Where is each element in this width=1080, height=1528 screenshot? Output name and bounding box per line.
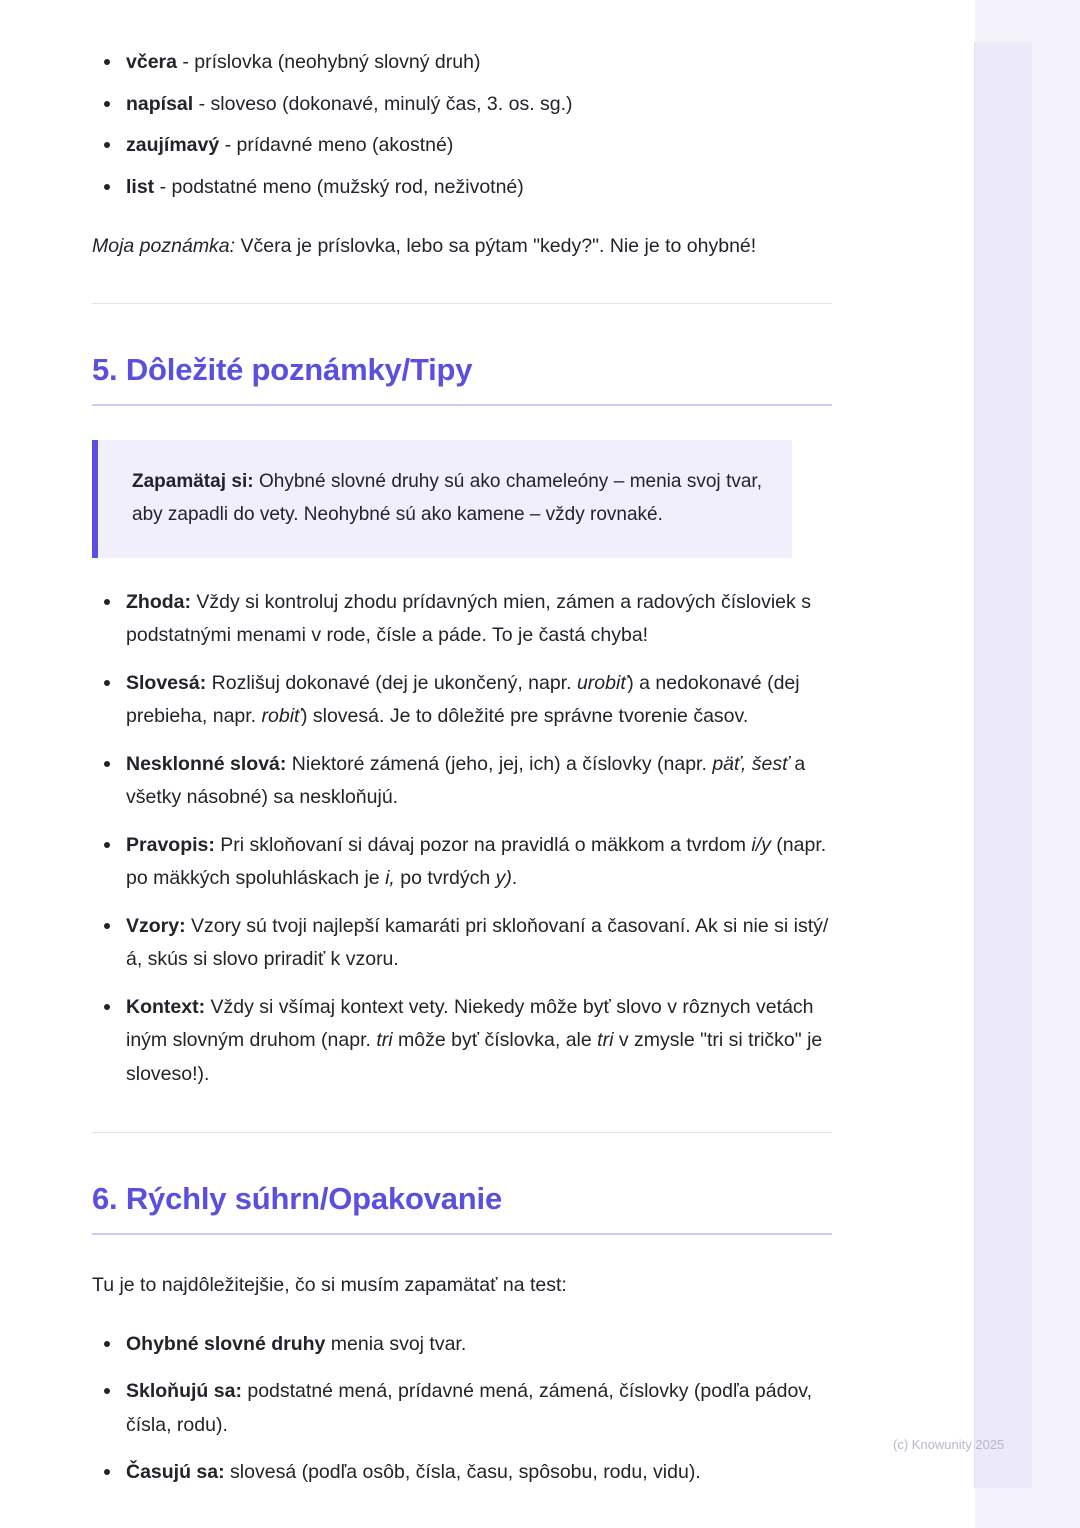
analysis-term: napísal: [126, 92, 194, 115]
tips-list: [92, 586, 832, 1092]
tip-text: Rozlišuj dokonavé (dej je ukončený, napr. urobiť) a nedokonavé (dej prebieha, napr. robiť) slovesá. Je to dôležité pre správne tvorenie časov.: [126, 671, 800, 728]
summary-intro: Tu je to najdôležitejšie, čo si musím zapamätať na test:: [92, 1273, 567, 1296]
personal-note-text: Včera je príslovka, lebo sa pýtam "kedy?". Nie je to ohybné!: [235, 235, 757, 258]
summary-text: slovesá (podľa osôb, čísla, času, spôsobu, rodu, vidu).: [224, 1461, 701, 1484]
tip-text: Vzory sú tvoji najlepší kamaráti pri skloňovaní a časovaní. Ak si nie si istý/á, skús si slovo priradiť k vzoru.: [126, 914, 829, 971]
section-heading-6: 6. Rýchly súhrn/Opakovanie: [92, 1180, 503, 1216]
section-divider: [92, 1132, 832, 1133]
list-item: [126, 586, 832, 653]
tip-label: Kontext:: [126, 995, 206, 1018]
list-item: [126, 46, 832, 80]
summary-label: Časujú sa:: [126, 1461, 225, 1484]
tip-label: Zhoda:: [126, 590, 191, 613]
list-item: [126, 171, 832, 205]
summary-label: Skloňujú sa:: [126, 1380, 242, 1403]
list-item: [126, 1456, 832, 1490]
analysis-description: - sloveso (dokonavé, minulý čas, 3. os. sg.): [193, 92, 573, 115]
list-item: [126, 829, 832, 896]
analysis-term: zaujímavý: [126, 134, 220, 157]
copyright-watermark: (c) Knowunity 2025: [893, 1437, 1005, 1452]
personal-note-label: Moja poznámka:: [92, 235, 236, 258]
analysis-description: - podstatné meno (mužský rod, neživotné): [154, 175, 524, 198]
analysis-list: [92, 0, 832, 204]
section-heading-rule: [92, 404, 832, 406]
tip-label: Nesklonné slová:: [126, 752, 287, 775]
tip-text: Vždy si kontroluj zhodu prídavných mien, zámen a radových čísloviek s podstatnými menami v rode, čísle a páde. To je častá chyba!: [126, 590, 811, 647]
summary-text: menia svoj tvar.: [325, 1332, 467, 1355]
section-heading-5: 5. Dôležité poznámky/Tipy: [92, 352, 473, 388]
analysis-description: - príslovka (neohybný slovný druh): [176, 51, 481, 73]
section-divider: [92, 303, 832, 304]
section-heading-rule: [92, 1233, 832, 1235]
summary-list: [92, 1328, 832, 1490]
document-content: [92, 0, 832, 1504]
analysis-term: list: [126, 175, 155, 198]
callout-body: Ohybné slovné druhy sú ako chameleóny – menia svoj tvar, aby zapadli do vety. Neohybné sú ako kamene – vždy rovnaké.: [132, 471, 762, 525]
list-item: [126, 88, 832, 122]
callout-label: Zapamätaj si:: [132, 471, 254, 493]
personal-note: [92, 230, 832, 263]
summary-label: Ohybné slovné druhy: [126, 1332, 326, 1355]
tip-text: Pri skloňovaní si dávaj pozor na pravidlá o mäkkom a tvrdom i/y (napr. po mäkkých spoluhláskach je i, po tvrdých y).: [126, 833, 827, 890]
summary-text: podstatné mená, prídavné mená, zámená, číslovky (podľa pádov, čísla, rodu).: [126, 1380, 813, 1436]
list-item: [126, 748, 832, 815]
callout-text: [132, 466, 762, 531]
list-item: [126, 1328, 832, 1362]
tip-text: Vždy si všímaj kontext vety. Niekedy môže byť slovo v rôznych vetách iným slovným druhom (napr. tri môže byť číslovka, ale tri v zmysle "tri si tričko" je sloveso!).: [126, 995, 823, 1085]
analysis-term: včera: [126, 51, 177, 73]
list-item: [126, 991, 832, 1092]
list-item: [126, 667, 832, 734]
callout-remember: [92, 440, 792, 557]
tip-label: Pravopis:: [126, 833, 215, 856]
list-item: [126, 129, 832, 163]
list-item: [126, 910, 832, 977]
tip-text: Niektoré zámená (jeho, jej, ich) a číslovky (napr. päť, šesť a všetky násobné) sa neskloňujú.: [126, 752, 806, 809]
tip-label: Vzory:: [126, 914, 186, 937]
analysis-description: - prídavné meno (akostné): [219, 134, 454, 157]
right-margin-panel: [974, 42, 1032, 1488]
list-item: [126, 1375, 832, 1442]
tip-label: Slovesá:: [126, 671, 207, 694]
